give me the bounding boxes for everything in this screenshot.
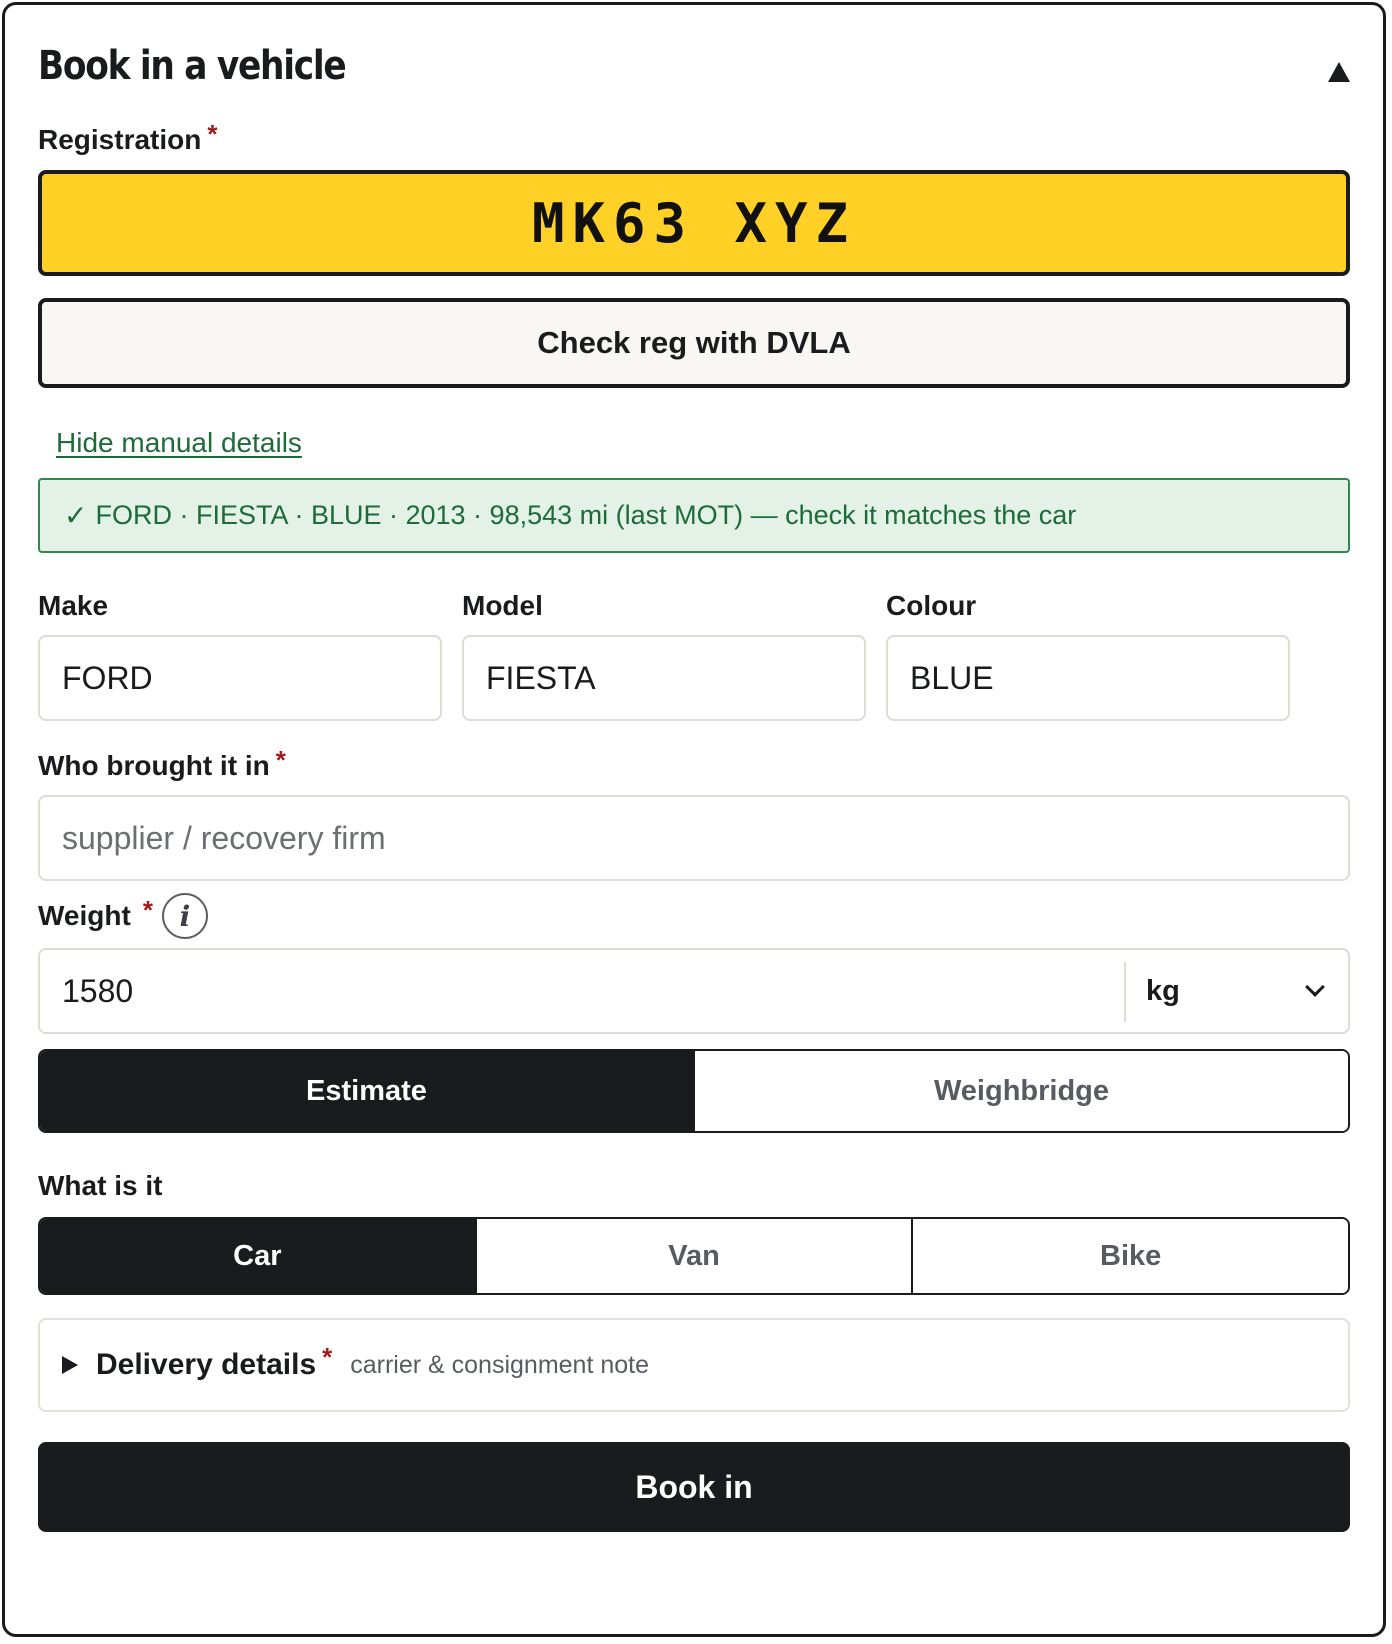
brought-in-label-text: Who brought it in: [38, 750, 270, 781]
hide-manual-details-link[interactable]: Hide manual details: [56, 427, 302, 458]
delivery-details-toggle[interactable]: [38, 1318, 1350, 1412]
info-icon[interactable]: i: [162, 893, 208, 939]
required-asterisk: *: [142, 895, 153, 925]
type-option-bike[interactable]: Bike: [911, 1219, 1348, 1293]
weighbridge-option[interactable]: Weighbridge: [693, 1051, 1348, 1131]
unit-value: kg: [1146, 974, 1180, 1007]
required-asterisk: *: [207, 119, 218, 149]
registration-value: MK63 XYZ: [531, 191, 857, 255]
weight-label: [38, 895, 153, 934]
book-in-button[interactable]: Book in: [38, 1442, 1350, 1532]
make-input[interactable]: FORD: [38, 635, 442, 721]
colour-input[interactable]: BLUE: [886, 635, 1290, 721]
weight-input-group: [38, 948, 1350, 1034]
model-label: Model: [462, 590, 543, 621]
delivery-details-hint: carrier & consignment note: [350, 1350, 650, 1379]
check-dvla-button[interactable]: Check reg with DVLA: [38, 298, 1350, 388]
type-option-car[interactable]: Car: [40, 1219, 475, 1293]
unit-select[interactable]: [1126, 950, 1348, 1032]
vehicle-type-toggle: [38, 1217, 1350, 1295]
required-asterisk: *: [322, 1341, 333, 1372]
brought-in-label: [38, 745, 286, 784]
registration-label-text: Registration: [38, 124, 202, 155]
type-option-van[interactable]: Van: [475, 1219, 912, 1293]
vehicle-lookup-result: [38, 478, 1350, 553]
check-icon: ✓: [64, 500, 88, 531]
weight-method-toggle: [38, 1049, 1350, 1133]
triangle-up-icon[interactable]: [1328, 62, 1350, 82]
colour-label: Colour: [886, 590, 977, 621]
estimate-option[interactable]: Estimate: [40, 1051, 693, 1131]
weight-input[interactable]: 1580: [62, 972, 134, 1009]
required-asterisk: *: [275, 745, 286, 775]
make-label: Make: [38, 590, 109, 621]
form-title: Book in a vehicle: [38, 43, 346, 89]
registration-plate-input[interactable]: [38, 170, 1350, 276]
weight-label-text: Weight: [38, 900, 131, 931]
delivery-details-label: Delivery details: [96, 1348, 317, 1381]
model-input[interactable]: FIESTA: [462, 635, 866, 721]
vehicle-type-label: What is it: [38, 1170, 163, 1201]
brought-in-input[interactable]: supplier / recovery firm: [38, 795, 1350, 881]
registration-label: [38, 119, 218, 158]
lookup-message: FORD · FIESTA · BLUE · 2013 · 98,543 mi (last MOT) — check it matches the car: [95, 500, 1077, 530]
chevron-down-icon: [1305, 977, 1325, 997]
triangle-right-icon: [62, 1356, 78, 1374]
